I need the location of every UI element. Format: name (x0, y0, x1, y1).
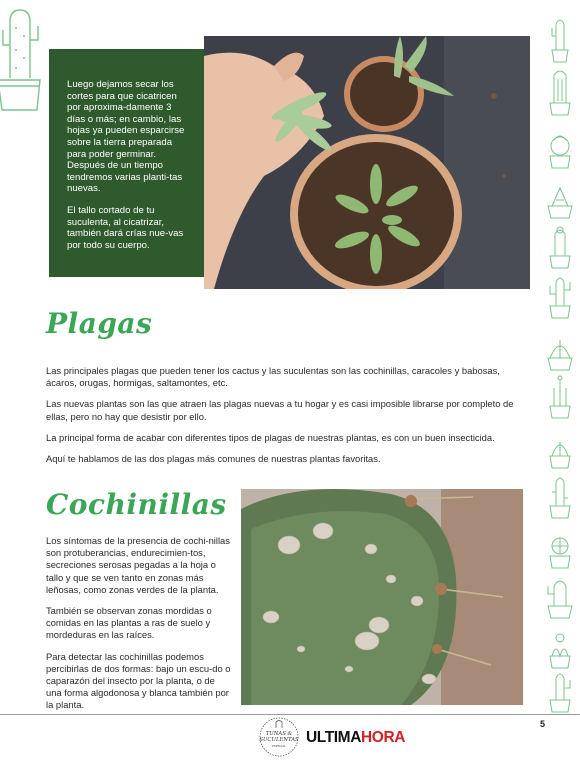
intro-paragraph: Luego dejamos secar los cortes para que cicatricen por aproxima-damente 3 días o más; en cambio, las hojas ya pueden esparcirse sobre la tierra preparada para poder germinar. Después de un tiempo tendremos varias planti-tas nuevas. (67, 79, 185, 195)
plagas-paragraph: La principal forma de acabar con diferentes tipos de plagas de nuestras plantas, es con un buen insecticida. (46, 431, 495, 443)
cactus-mealybug-photo (241, 489, 523, 705)
logo-line-3: ESPECIAL (272, 745, 286, 748)
succulent-propagation-photo (204, 36, 530, 289)
cochinillas-paragraph: También se observan zonas mordidas o comidas en las plantas a ras de suelo y mordeduras en las raíces. (46, 605, 212, 641)
page-number: 5 (540, 719, 546, 729)
intro-paragraph: El tallo cortado de tu suculenta, al cicatrizar, también dará crías nue-vas por todo su cuerpo. (67, 204, 184, 251)
plagas-paragraph: Aquí te hablamos de las dos plagas más comunes de nuestras plantas favoritas. (46, 453, 381, 465)
cochinillas-body (46, 535, 233, 721)
cactus-border-icon (540, 0, 580, 720)
cochinillas-heading: Cochinillas (46, 488, 227, 521)
plagas-paragraph: Las nuevas plantas son las que atraen las plagas nuevas a tu hogar y es casi imposible librarse por completo de ellas, pero no hay que desistir por ello. (46, 398, 514, 422)
ultimahora-logo (306, 729, 405, 747)
logo-line-1: TUNAS & (265, 731, 293, 737)
plagas-heading: Plagas (46, 307, 153, 340)
footer-divider (0, 714, 580, 715)
brand-part-1: ULTIMA (306, 729, 361, 746)
brand-part-2: HORA (361, 729, 406, 746)
cactus-doodle-icon (0, 0, 42, 115)
plagas-body (46, 365, 524, 474)
plagas-paragraph: Las principales plagas que pueden tener los cactus y las suculentas son las cochinillas, caracoles y babosas, ácaros, orugas, hormigas, saltamontes, etc. (46, 365, 500, 389)
intro-text-box (49, 49, 204, 277)
cochinillas-paragraph: Para detectar las cochinillas podemos percibirlas de dos formas: bajo un escu-do o caparazón del insecto por la planta, o de una forma algodonosa y blanca también por la planta. (46, 650, 231, 711)
cochinillas-paragraph: Los síntomas de la presencia de cochi-nillas son protuberancias, endurecimien-tos, secreciones serosas pegadas a la hoja o tallo y que se ven tanto en zonas más leñosas, como zonas verdes de la planta. (46, 535, 230, 595)
tunas-suculentas-logo (258, 716, 300, 758)
logo-line-2: SUCULENTAS (259, 737, 299, 743)
